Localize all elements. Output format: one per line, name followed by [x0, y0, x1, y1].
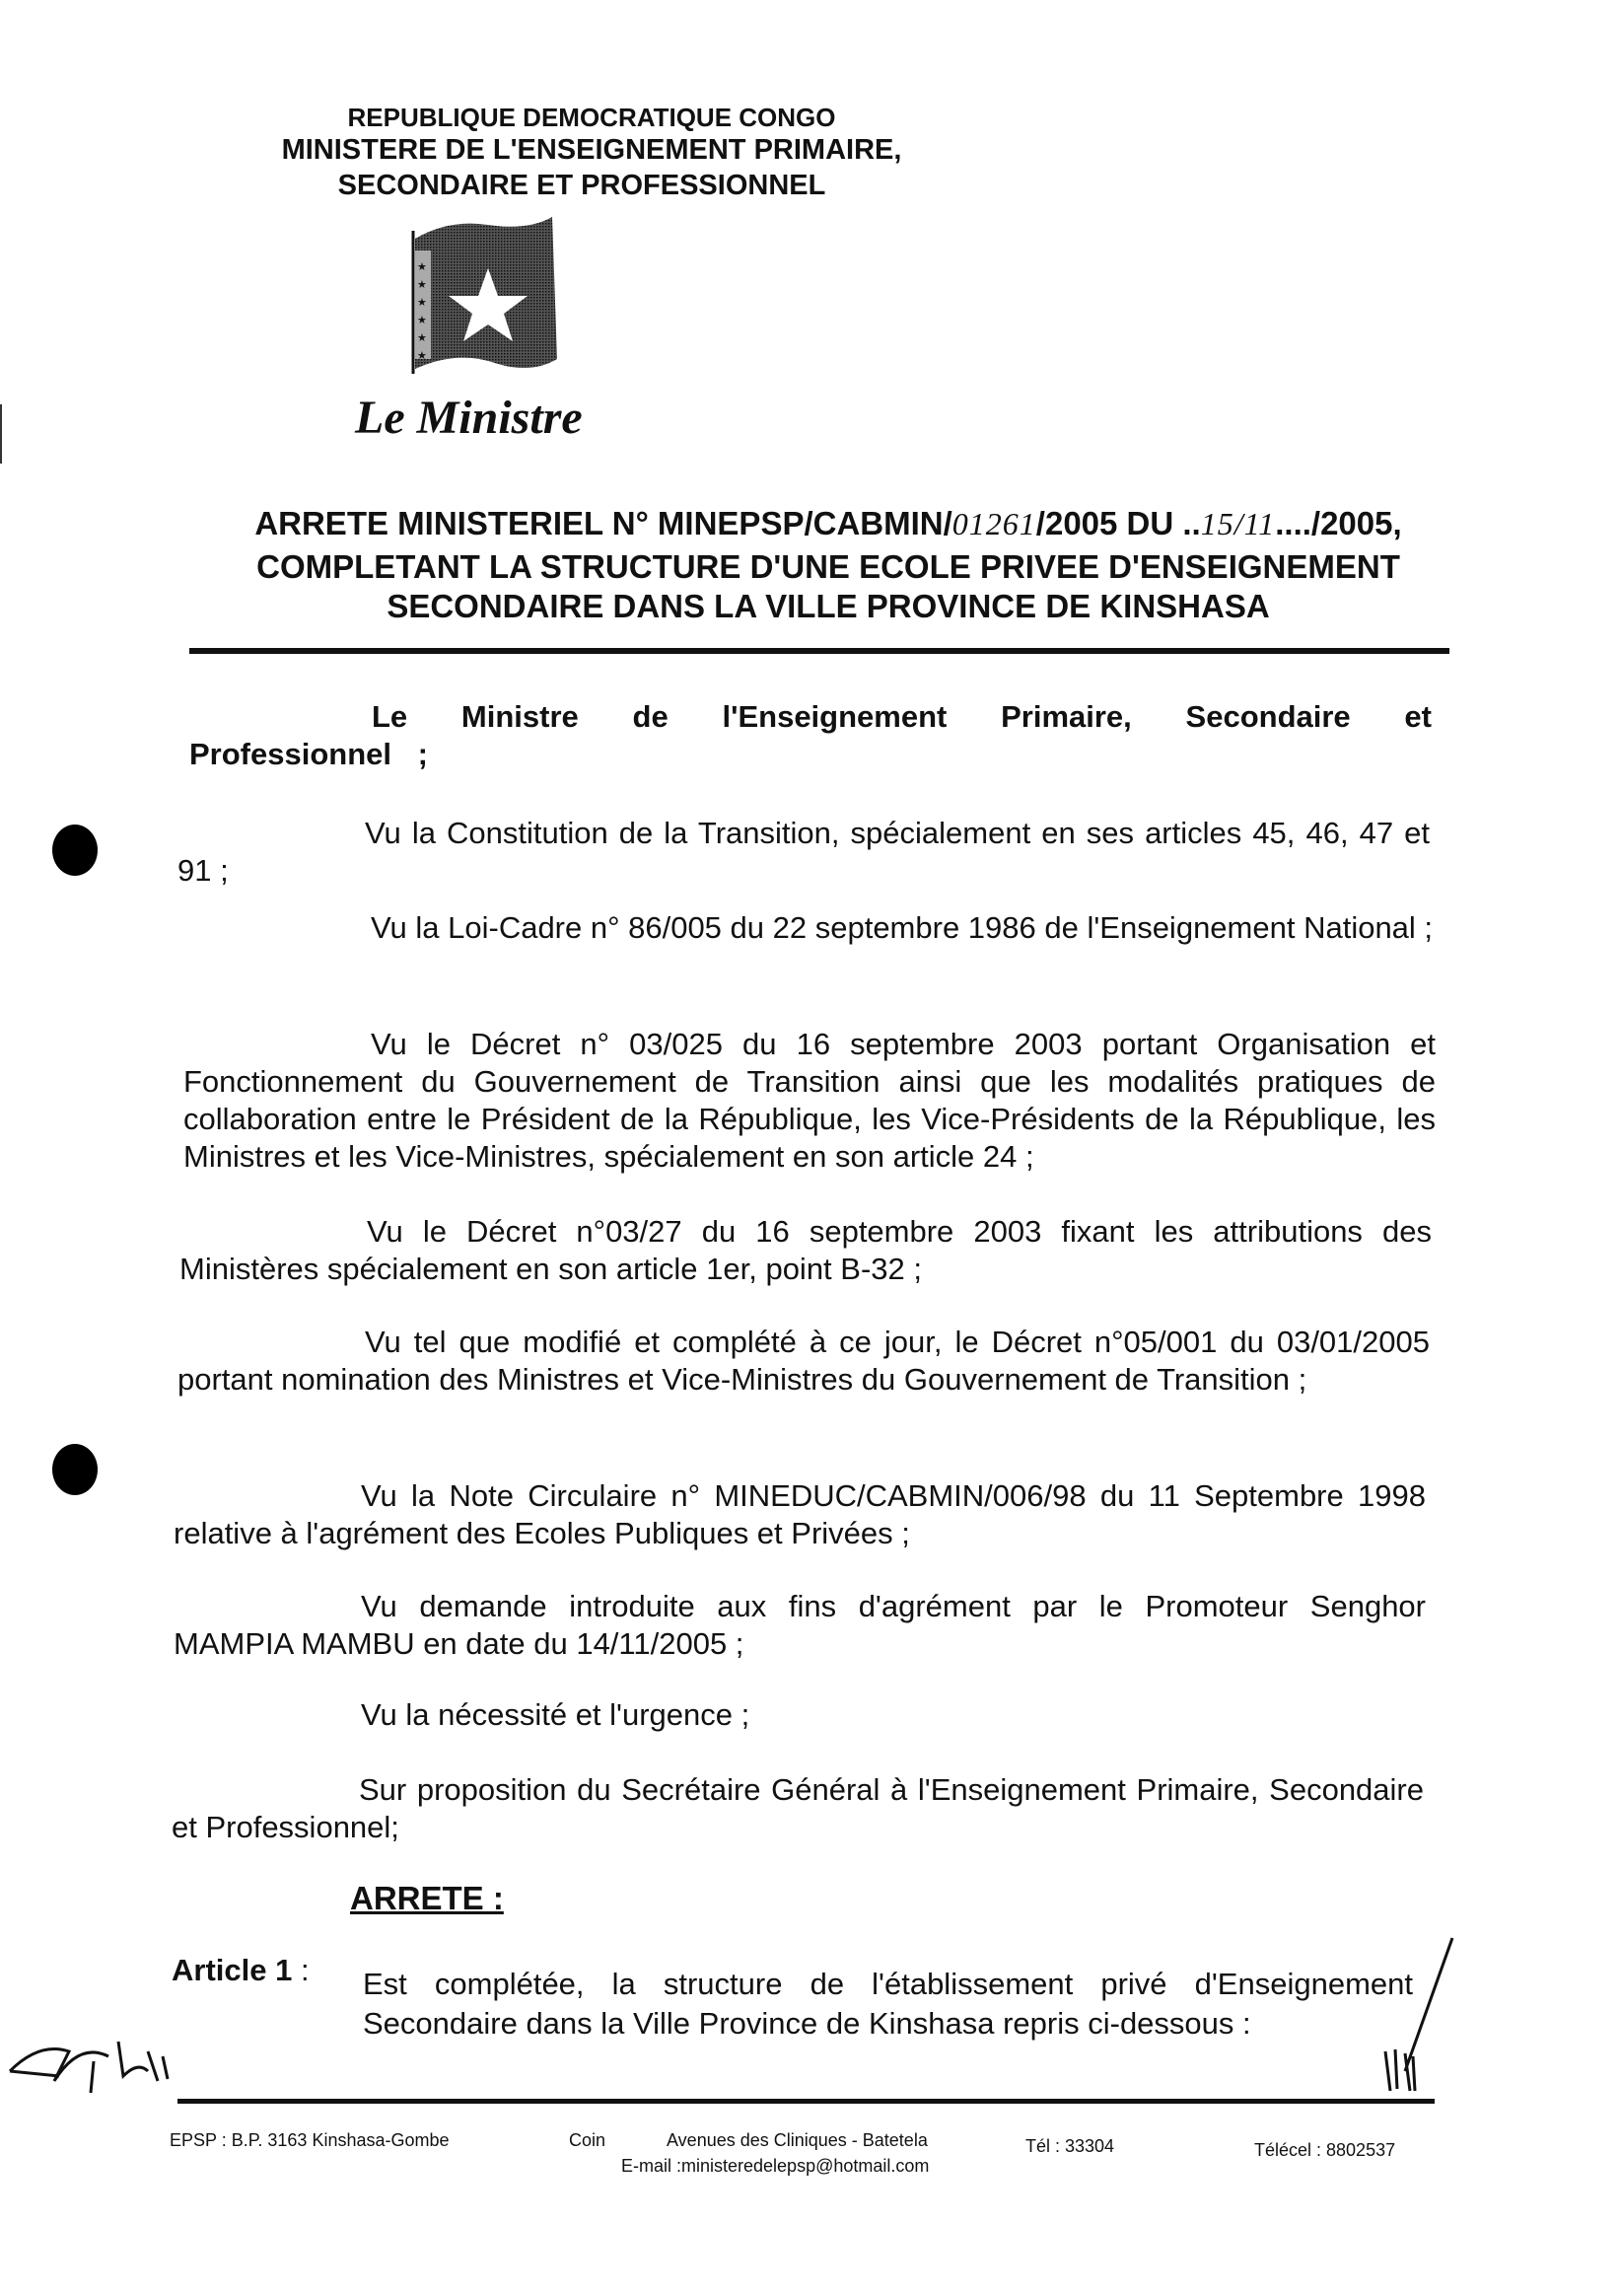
preamble-vu-decret-attributions: Vu le Décret n°03/27 du 16 septembre 2003 fixant les attributions des Ministères spécialement en son article 1er, point B-32 ; — [179, 1214, 1432, 1286]
preamble-vu-demande: Vu demande introduite aux fins d'agrément par le Promoteur Senghor MAMPIA MAMBU en date du 14/11/2005 ; — [174, 1589, 1426, 1661]
preamble-vu-urgence: Vu la nécessité et l'urgence ; — [361, 1697, 750, 1732]
footer-telecel: Télécel : 8802537 — [1254, 2140, 1396, 2160]
decree-title-suffix: ..../2005, — [1275, 505, 1402, 541]
footer-email: E-mail :ministeredelepsp@hotmail.com — [621, 2156, 930, 2176]
decree-title-line2: COMPLETANT LA STRUCTURE D'UNE ECOLE PRIVEE D'ENSEIGNEMENT — [256, 548, 1400, 585]
svg-text:★: ★ — [417, 260, 427, 273]
preamble-vu-decret-organisation: Vu le Décret n° 03/025 du 16 septembre 2003 portant Organisation et Fonctionnement du Gouvernement de Transition ainsi que les modalités pratiques de collaboration entre le Président de la République, les Vice-Présidents de la République, les Ministres et les Vice-Ministres, spécialement en son article 24 ; — [183, 1027, 1436, 1174]
svg-text:★: ★ — [417, 314, 427, 326]
footer-divider — [177, 2099, 1435, 2104]
decree-title-prefix: ARRETE MINISTERIEL N° MINEPSP/CABMIN/ — [254, 505, 952, 541]
svg-text:★: ★ — [417, 331, 427, 344]
punch-hole — [52, 825, 98, 876]
decree-title — [148, 505, 1509, 542]
decree-number-handwritten: 01261 — [951, 506, 1036, 541]
footer-address: EPSP : B.P. 3163 Kinshasa-Gombe — [170, 2130, 450, 2150]
svg-text:★: ★ — [417, 278, 427, 291]
flag-emblem-icon — [409, 211, 562, 384]
footer-avenues: Avenues des Cliniques - Batetela — [667, 2130, 928, 2150]
preamble-vu-note-circulaire: Vu la Note Circulaire n° MINEDUC/CABMIN/006/98 du 11 Septembre 1998 relative à l'agrément des Ecoles Publiques et Privées ; — [174, 1478, 1426, 1550]
margin-mark — [0, 404, 2, 464]
article-1-label: Article 1 — [172, 1953, 293, 1987]
preamble-vu-loi-cadre: Vu la Loi-Cadre n° 86/005 du 22 septembre 1986 de l'Enseignement National ; — [371, 910, 1434, 945]
preamble-intro: Le Ministre de l'Enseignement Primaire, Secondaire et Professionnel ; — [189, 699, 1432, 771]
minister-title: Le Ministre — [355, 392, 583, 444]
preamble-vu-decret-nomination: Vu tel que modifié et complété à ce jour, le Décret n°05/001 du 03/01/2005 portant nomination des Ministres et Vice-Ministres du Gouvernement de Transition ; — [177, 1325, 1430, 1397]
svg-text:★: ★ — [417, 349, 427, 362]
republic-name: REPUBLIQUE DEMOCRATIQUE CONGO — [347, 103, 836, 132]
ministry-name-line2: SECONDAIRE ET PROFESSIONNEL — [337, 170, 826, 201]
title-divider — [189, 648, 1449, 654]
article-1-colon: : — [301, 1953, 310, 1987]
decree-title-mid: /2005 DU .. — [1035, 505, 1201, 541]
preamble-vu-constitution: Vu la Constitution de la Transition, spécialement en ses articles 45, 46, 47 et 91 ; — [177, 816, 1430, 888]
decree-date-handwritten: 15/11 — [1200, 506, 1276, 541]
arrete-heading: ARRETE : — [350, 1880, 504, 1916]
initials-signature-icon — [0, 2002, 217, 2101]
footer-coin: Coin — [569, 2130, 606, 2150]
decree-title-line3: SECONDAIRE DANS LA VILLE PROVINCE DE KINSHASA — [387, 588, 1270, 624]
punch-hole — [52, 1444, 98, 1495]
svg-text:★: ★ — [417, 296, 427, 309]
preamble-proposition: Sur proposition du Secrétaire Général à l'Enseignement Primaire, Secondaire et Professionnel; — [172, 1772, 1424, 1844]
ministry-name: MINISTERE DE L'ENSEIGNEMENT PRIMAIRE, — [281, 134, 902, 166]
signature-mark-icon — [1366, 1933, 1464, 2101]
footer-telephone: Tél : 33304 — [1025, 2136, 1115, 2156]
article-1-text: Est complétée, la structure de l'établissement privé d'Enseignement Secondaire dans la Ville Province de Kinshasa repris ci-dessous : — [363, 1967, 1413, 2041]
